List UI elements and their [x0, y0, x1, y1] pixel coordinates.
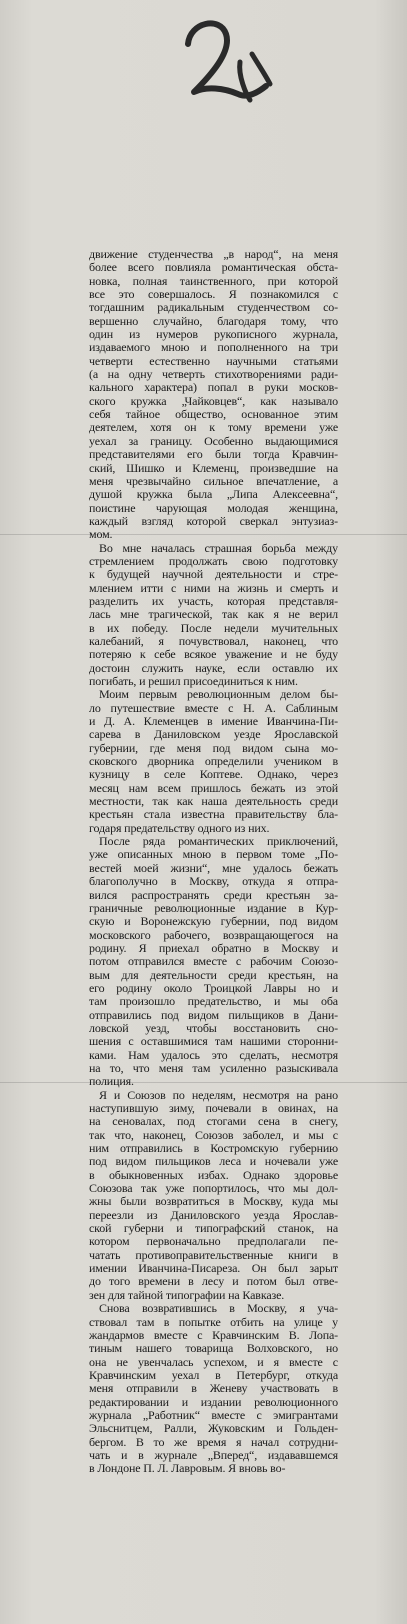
text-line: калебаний, я почувствовал, наконец, что — [89, 634, 338, 648]
text-line: погибать, и решил присоединиться к ним. — [89, 675, 298, 688]
paragraph — [89, 1089, 338, 1303]
text-line: зен для тайной типографии на Кавказе. — [89, 1288, 285, 1302]
text-line: новка, полная таинственного, при которой — [89, 274, 338, 288]
text-line: чать и в журнале „Вперед“, издававшемся — [89, 1448, 338, 1462]
text-line: поистине чарующая молодая женщина, — [89, 501, 338, 515]
text-line: губернии, где меня под видом сына мо- — [89, 741, 338, 755]
text-line: достоин служить науке, если оставлю их — [89, 661, 338, 675]
text-line: кального характера) попал в руки москов- — [89, 381, 338, 395]
text-line: шения с оставшимися там нашими сторонни- — [89, 1035, 338, 1049]
text-line: в их победу. После недели мучительных — [89, 621, 338, 635]
text-line: мом. — [89, 528, 113, 542]
text-line: Я и Союзов по неделям, несмотря на рано — [99, 1088, 338, 1102]
text-line: Во мне началась страшная борьба между — [99, 541, 338, 555]
text-line: граничные революционные издание в Кур- — [89, 901, 338, 915]
text-line: лась мне трагической, так как я не верил — [89, 608, 338, 622]
text-line: Моим первым революционным делом бы- — [99, 688, 338, 702]
text-line: млением итти с ними на жизнь и смерть и — [89, 581, 338, 595]
text-line: крестьян стала известна правительству бла- — [89, 808, 338, 822]
text-line: представителями его были тогда Кравчин- — [89, 448, 338, 462]
text-line: под видом пильщиков леса и ночевали уже — [89, 1155, 338, 1169]
text-line: каждый взгляд которой сверкал энтузиаз- — [89, 514, 338, 528]
text-line: бергом. В то же время я начал сотрудни- — [89, 1435, 338, 1449]
text-line: Эльснитцем, Ралли, Жуковским и Гольден- — [89, 1422, 338, 1436]
text-line: местности, так как наша деятельность среди — [89, 795, 338, 809]
text-column — [89, 248, 338, 1476]
text-line: жны были возвратиться в Москву, куда мы — [89, 1195, 338, 1209]
text-line: месяц нам всем пришлось бежать из этой — [89, 781, 338, 795]
text-line: жандармов вместе с Кравчинским В. Лопа- — [89, 1328, 338, 1342]
text-line: она не увенчалась успехом, и я вместе с — [89, 1355, 338, 1369]
text-line: потом отправился вместе с рабочим Союзо- — [89, 955, 338, 969]
text-line: Снова возвратившись в Москву, я уча- — [99, 1302, 338, 1316]
text-line: котором первоначально предполагали пе- — [89, 1235, 338, 1249]
text-line: ним отправились в Костромскую губернию — [89, 1142, 338, 1156]
text-line: имении Иванчина-Писареза. Он был зарыт — [89, 1262, 338, 1276]
text-line: более всего повлияла романтическая обста- — [89, 261, 338, 275]
text-line: тиным нашего товарища Волховского, но — [89, 1342, 338, 1356]
text-line: к будущей научной деятельности и стре- — [89, 568, 338, 582]
text-line: (а на одну четверть стихотворениями ради- — [89, 368, 338, 382]
text-line: кузницу в селе Коптеве. Однако, через — [89, 768, 338, 782]
text-line: сковского дворника определили учеником в — [89, 755, 338, 769]
text-line: вым для деятельности среди крестьян, на — [89, 968, 338, 982]
paragraph — [89, 542, 338, 689]
text-line: на сеновалах, под стогами сена в снегу, — [89, 1115, 338, 1129]
text-line: скую и Воронежскую губернии, под видом — [89, 915, 338, 929]
text-line: ствовал там в попытке отбить на улице у — [89, 1315, 338, 1329]
text-line: душой кружка была „Липа Алексеевна“, — [89, 488, 338, 502]
text-line: его родину около Троицкой Лавры но и — [89, 981, 338, 995]
paragraph — [89, 1302, 338, 1475]
text-line: московского рабочего, возвращающегося на — [89, 928, 338, 942]
text-line: ло путешествие вместе с Н. А. Саблиным — [89, 701, 338, 715]
text-line: благополучно в Москву, откуда я отпра- — [89, 875, 338, 889]
text-line: стремлением продолжать свою подготовку — [89, 554, 338, 568]
text-line: Союзова так уже попортилось, что мы дол- — [89, 1182, 338, 1196]
text-line: на то, что меня там усиленно разыскивала — [89, 1061, 338, 1075]
handwritten-page-number — [180, 14, 276, 110]
text-line: сарева в Даниловском уезде Ярославской — [89, 728, 338, 742]
text-line: вестей моей жизни“, мне удалось бежать — [89, 861, 338, 875]
paragraph — [89, 248, 338, 542]
text-line: и Д. А. Клеменцев в имение Иванчина-Пи- — [89, 715, 338, 729]
handwritten-numeral-icon — [180, 14, 276, 110]
text-line: уехал за границу. Особенно выдающимися — [89, 434, 338, 448]
paragraph — [89, 688, 338, 835]
text-line: до того времени в лесу и потом был отве- — [89, 1275, 338, 1289]
text-line: ками. Нам удалось это сделать, несмотря — [89, 1048, 338, 1062]
text-line: ского кружка „Чайковцев“, как называло — [89, 394, 338, 408]
text-line: один из нумеров рукописного журнала, — [89, 328, 338, 342]
text-line: полиция. — [89, 1075, 134, 1089]
text-line: в обыкновенных избах. Однако здоровье — [89, 1168, 338, 1182]
text-line: журнала „Работник“ вместе с эмигрантами — [89, 1408, 338, 1422]
text-line: издаваемого мною и пополненного на три — [89, 341, 338, 355]
text-line: наступившую зиму, почевали в овинах, на — [89, 1102, 338, 1115]
text-line: ловской уезд, чтобы восстановить сно- — [89, 1021, 338, 1035]
text-line: в Лондоне П. Л. Лавровым. Я вновь во- — [89, 1462, 286, 1476]
text-line: четверти естественно научными статьями — [89, 354, 338, 368]
text-line: чатать противоправительственные книги в — [89, 1248, 338, 1262]
text-line: родину. Я приехал обратно в Москву и — [89, 941, 338, 955]
text-line: вился распространять среди крестьян за- — [89, 888, 338, 902]
text-line: так что, наконец, Союзов заболел, и мы с — [89, 1128, 338, 1142]
text-line: все это совершалось. Я познакомился с — [89, 288, 338, 302]
text-line: движение студенчества „в народ“, на меня — [89, 248, 338, 261]
text-line: тогдашним радикальным студенчеством со- — [89, 301, 338, 315]
text-line: деятелем, хотя он к тому времени уже — [89, 421, 338, 435]
text-line: Кравчинским уехал в Петербург, откуда — [89, 1368, 338, 1382]
text-line: ской губерни и типографский станок, на — [89, 1222, 338, 1236]
text-line: потеряю к себе всякое уважение и не буду — [89, 648, 338, 662]
text-line: отправились под видом пильщиков в Дани- — [89, 1008, 338, 1022]
text-line: переезли из Даниловского уезда Ярослав- — [89, 1208, 338, 1222]
text-line: ский, Шишко и Клеменц, произведшие на — [89, 461, 338, 475]
text-line: себя тайное общество, основанное этим — [89, 408, 338, 422]
text-line: вершенно случайно, благодаря тому, что — [89, 314, 338, 328]
text-line: там произошло предательство, и мы оба — [89, 995, 338, 1009]
text-line: меня чрезвычайно сильное впечатление, а — [89, 474, 338, 488]
paragraph — [89, 835, 338, 1089]
text-line: уже описанных мною в первом томе „По- — [89, 848, 338, 862]
text-line: меня отправили в Женеву участвовать в — [89, 1382, 338, 1396]
text-line: редактировании и издании революционного — [89, 1395, 338, 1409]
text-line: годаря предательству одного из них. — [89, 821, 270, 835]
text-line: разделить их участь, которая представля- — [89, 594, 338, 608]
text-line: После ряда романтических приключений, — [99, 835, 338, 849]
